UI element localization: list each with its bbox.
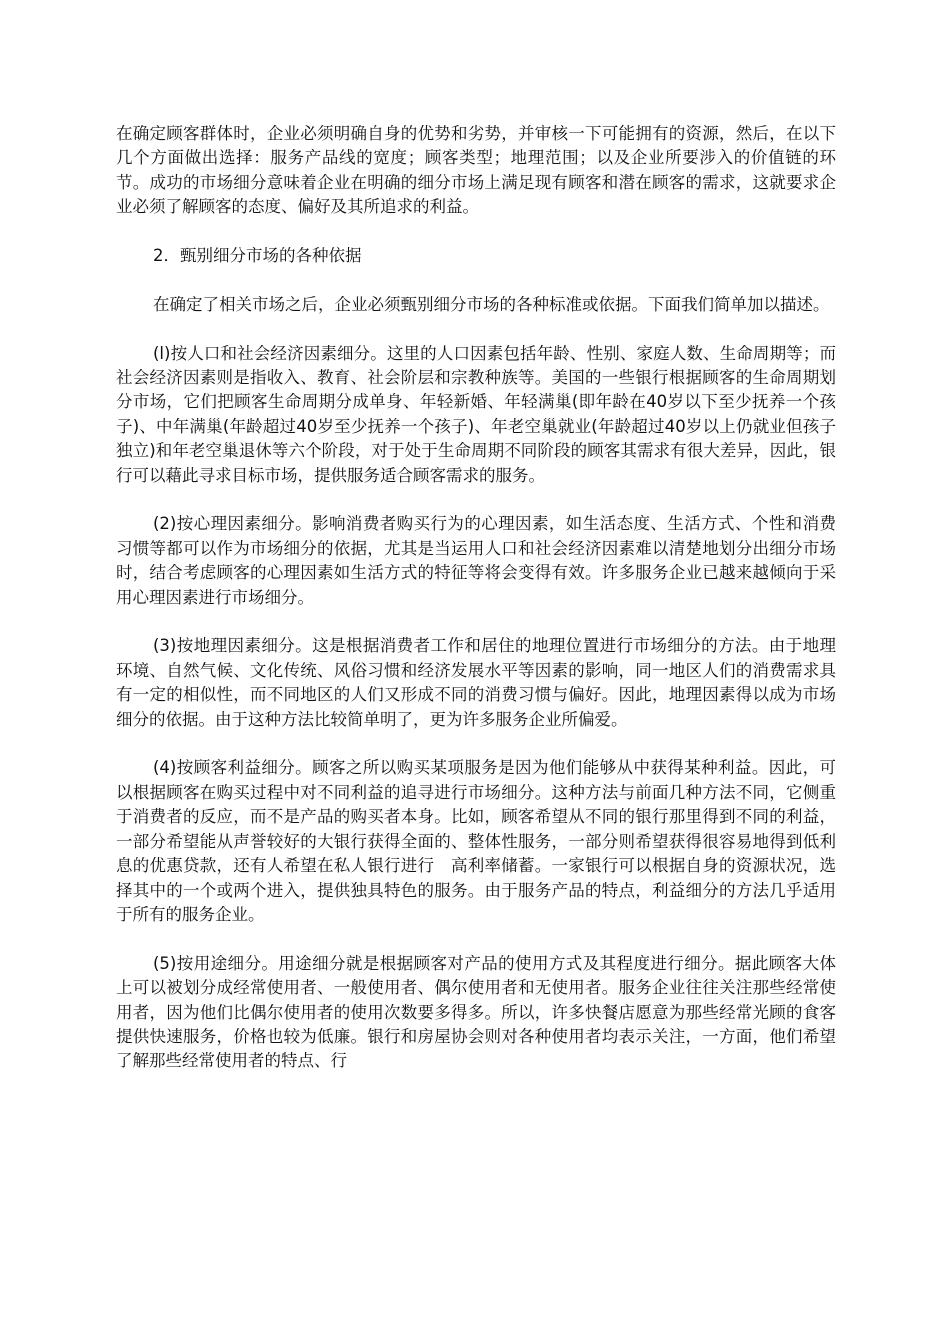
paragraph-basis: 在确定了相关市场之后，企业必须甄别细分市场的各种标准或依据。下面我们简单加以描述。 — [153, 294, 830, 314]
paragraph-gap — [116, 610, 836, 634]
paragraph-gap — [116, 220, 836, 244]
paragraph-usage: (5)按用途细分。用途细分就是根据顾客对产品的使用方式及其程度进行细分。据此顾客大体上可以被划分成经常使用者、一般使用者、偶尔使用者和无使用者。服务企业往往关注那些经常使用者，因为他们比偶尔使用者的使用次数要多得多。所以，许多快餐店愿意为那些经常光顾的食客提供快速服务，价格也较为低廉。银行和房屋协会则对各种使用者均表示关注，一方面，他们希望了解那些经常使用者的特点、行 — [116, 953, 836, 1071]
paragraph-benefit: (4)按顾客利益细分。顾客之所以购买某项服务是因为他们能够从中获得某种利益。因此，可以根据顾客在购买过程中对不同利益的追寻进行市场细分。这种方法与前面几种方法不同，它侧重于消费者的反应，而不是产品的购买者本身。比如，顾客希望从不同的银行那里得到不同的利益，一部分希望能从声誉较好的大银行获得全面的、整体性服务，一部分则希望获得很容易地得到低利息的优惠贷款，还有人希望在私人银行进行 高利率储蓄。一家银行可以根据自身的资源状况，选择其中的一个或两个进入，提供独具特色的服务。由于服务产品的特点，利益细分的方法几乎适用于所有的服务企业。 — [116, 758, 836, 924]
document-page — [116, 122, 836, 1074]
paragraph-demographic: (l)按人口和社会经济因素细分。这里的人口因素包括年龄、性别、家庭人数、生命周期等；而社会经济因素则是指收入、教育、社会阶层和宗教种族等。美国的一些银行根据顾客的生命周期划分市场，它们把顾客生命周期分成单身、年轻新婚、年轻满巢(即年龄在40岁以下至少抚养一个孩子)、中年满巢(年龄超过40岁至少抚养一个孩子)、年老空巢就业(年龄超过40岁以上仍就业但孩子独立)和年老空巢退休等六个阶段，对于处于生命周期不同阶段的顾客其需求有很大差异，因此，银行可以藉此寻求目标市场，提供服务适合顾客需求的服务。 — [116, 343, 836, 485]
paragraph-gap — [116, 268, 836, 292]
paragraph-intro: 在确定顾客群体时，企业必须明确自身的优势和劣势，并审核一下可能拥有的资源，然后，在以下几个方面做出选择：服务产品线的宽度；顾客类型；地理范围；以及企业所要涉入的价值链的环节。成功的市场细分意味着企业在明确的细分市场上满足现有顾客和潜在顾客的需求，这就要求企业必须了解顾客的态度、偏好及其所追求的利益。 — [116, 124, 836, 217]
paragraph-psychological: (2)按心理因素细分。影响消费者购买行为的心理因素，如生活态度、生活方式、个性和消费习惯等都可以作为市场细分的依据，尤其是当运用人口和社会经济因素难以清楚地划分出细分市场时，结合考虑顾客的心理因素如生活方式的特征等将会变得有效。许多服务企业已越来越倾向于采用心理因素进行市场细分。 — [116, 514, 836, 607]
paragraph-gap — [116, 317, 836, 341]
paragraph-gap — [116, 927, 836, 951]
paragraph-gap — [116, 488, 836, 512]
paragraph-gap — [116, 732, 836, 756]
paragraph-geographic: (3)按地理因素细分。这是根据消费者工作和居住的地理位置进行市场细分的方法。由于地理环境、自然气候、文化传统、风俗习惯和经济发展水平等因素的影响，同一地区人们的消费需求具有一定的相似性，而不同地区的人们又形成不同的消费习惯与偏好。因此，地理因素得以成为市场细分的依据。由于这种方法比较简单明了，更为许多服务企业所偏爱。 — [116, 636, 836, 729]
section-heading: 2．甄别细分市场的各种依据 — [153, 246, 362, 266]
